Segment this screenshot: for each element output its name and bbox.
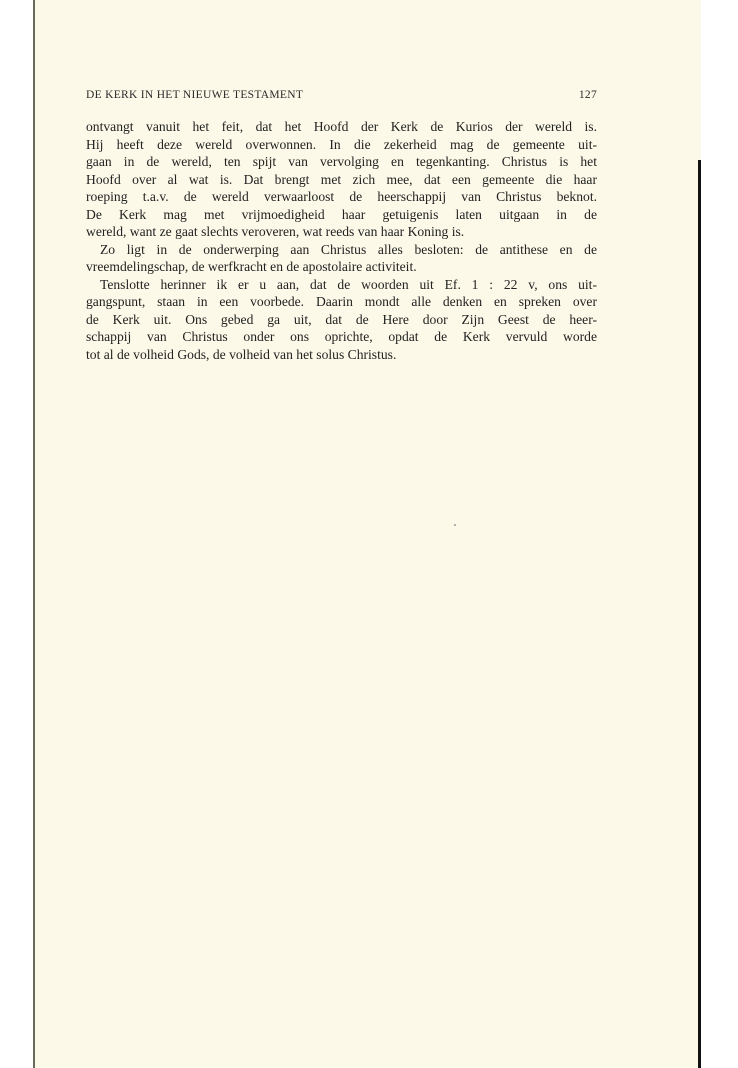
text-line: Hoofd over al wat is. Dat brengt met zich mee, dat een gemeente die haar bbox=[86, 171, 597, 187]
text-line: Zo ligt in de onderwerping aan Christus alles besloten: de antithese en de bbox=[100, 241, 597, 257]
text-line: gaan in de wereld, ten spijt van vervolging en tegenkanting. Christus is het bbox=[86, 154, 597, 169]
page-number: 127 bbox=[578, 89, 597, 101]
page-edge-shadow bbox=[698, 160, 701, 1068]
body-text bbox=[86, 118, 597, 363]
paper-speck bbox=[454, 524, 456, 526]
text-line: ontvangt vanuit het feit, dat het Hoofd der Kerk de Kurios der wereld is. bbox=[86, 119, 597, 134]
text-line: tot al de volheid Gods, de volheid van het solus Christus. bbox=[86, 346, 397, 362]
text-line: Tenslotte herinner ik er u aan, dat de woorden uit Ef. 1 : 22 v, ons uit- bbox=[100, 276, 597, 292]
text-line: de Kerk uit. Ons gebed ga uit, dat de Here door Zijn Geest de heer- bbox=[86, 311, 597, 327]
text-line: gangspunt, staan in een voorbede. Daarin mondt alle denken en spreken over bbox=[86, 294, 597, 309]
text-line: roeping t.a.v. de wereld verwaarloost de heerschappij van Christus beknot. bbox=[86, 189, 597, 204]
text-line: schappij van Christus onder ons oprichte, opdat de Kerk vervuld worde bbox=[86, 329, 597, 344]
running-header bbox=[86, 89, 597, 105]
text-line: De Kerk mag met vrijmoedigheid haar getuigenis laten uitgaan in de bbox=[86, 206, 597, 222]
text-line: vreemdelingschap, de werfkracht en de apostolaire activiteit. bbox=[86, 259, 417, 274]
running-title: DE KERK IN HET NIEUWE TESTAMENT bbox=[86, 89, 304, 101]
text-line: Hij heeft deze wereld overwonnen. In die zekerheid mag de gemeente uit- bbox=[86, 136, 597, 152]
text-line: wereld, want ze gaat slechts veroveren, wat reeds van haar Koning is. bbox=[86, 224, 465, 239]
